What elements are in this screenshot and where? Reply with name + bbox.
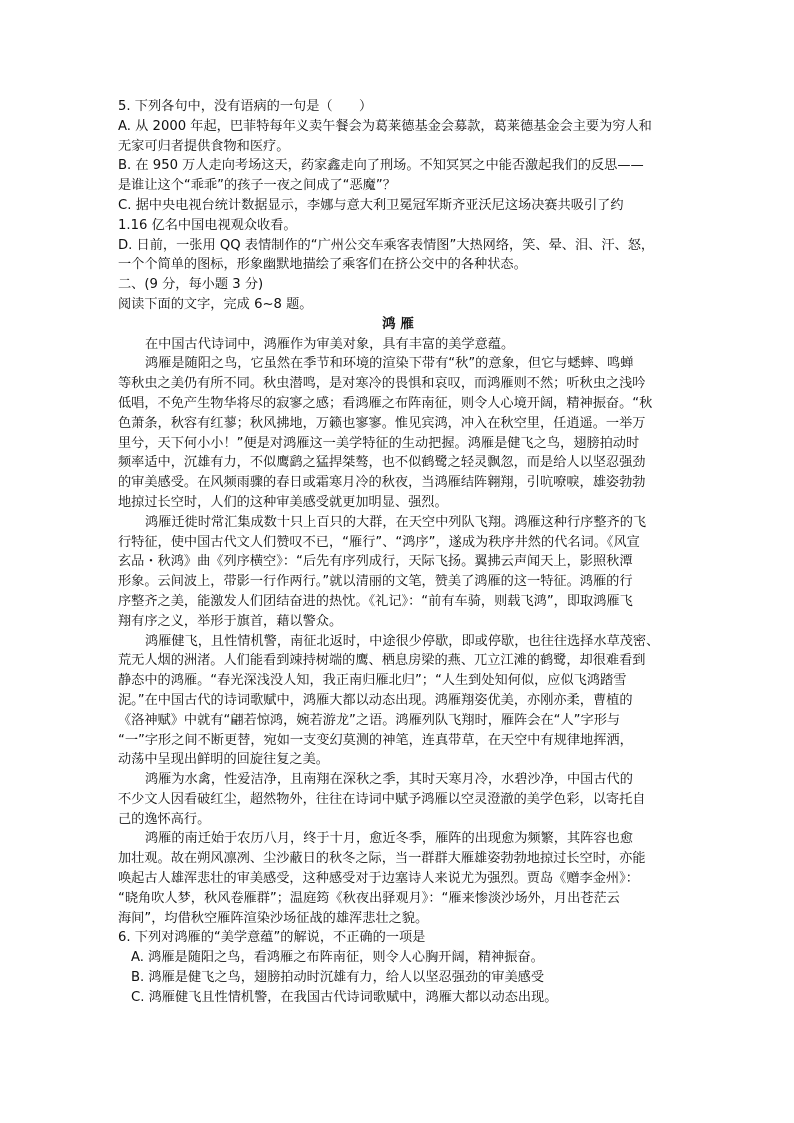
paragraph-3-line: 序整齐之美，能激发人们团结奋进的热忱。《礼记》：“前有车骑，则载飞鸿”，即取鸿雁飞 <box>118 593 633 609</box>
paragraph-3-line: 翔有序之义，举形于旗首，藉以警众。 <box>118 613 343 629</box>
q5-option-a-line1: A. 从 2000 年起，巴菲特每年义卖午餐会为葛莱德基金会募款，葛莱德基金会主要为穷人和 <box>118 118 652 134</box>
paragraph-5-line: 己的逸怀高行。 <box>118 811 211 827</box>
q6-option-c: C. 鸿雁健飞且性情机警，在我国古代诗词歌赋中，鸿雁大都以动态出现。 <box>131 989 558 1005</box>
paragraph-2-line: 地掠过长空时，人们的这种审美感受就更加明显、强烈。 <box>118 494 448 510</box>
paragraph-4-line: 《洛神赋》中就有“翩若惊鸿，婉若游龙”之语。鸿雁列队飞翔时，雁阵会在“人”字形与 <box>118 712 621 728</box>
section-heading: 二、(9 分，每小题 3 分) <box>118 277 264 293</box>
exam-page <box>118 97 678 1008</box>
q5-option-a-line2: 无家可归者提供食物和医疗。 <box>118 138 290 154</box>
paragraph-5-line: 不少文人因看破红尘，超然物外，往往在诗词中赋予鸿雁以空灵澄澈的美学色彩，以寄托自 <box>118 791 646 807</box>
paragraph-2-line: 等秋虫之美仍有所不同。秋虫潜鸣，是对寒冷的畏惧和哀叹，而鸿雁则不然；听秋虫之浅吟 <box>118 376 646 392</box>
paragraph-4-line: 静态中的鸿雁。“春光深浅没人知，我正南归雁北归”；“人生到处知何似，应似飞鸿踏雪 <box>118 673 627 689</box>
paragraph-2-line: 色萧条，秋容有红蓼；秋风拂地，万籁也寥寥。惟见宾鸿，冲入在秋空里，任逍遥。一举万 <box>118 415 646 431</box>
q5-option-d-line1: D. 日前，一张用 QQ 表情制作的“广州公交车乘客表情图”大热网络，笑、晕、泪、汗、怒， <box>118 237 655 253</box>
paragraph-2-line: 频率适中，沉雄有力，不似鹰鹞之猛捍桀骜，也不似鹤鹭之轻灵飘忽，而是给人以坚忍强劲 <box>118 455 646 471</box>
q5-option-b-line2: 是谁让这个“乖乖”的孩子一夜之间成了“恶魔”？ <box>118 178 396 194</box>
paragraph-2-line: 鸿雁是随阳之鸟，它虽然在季节和环境的渲染下带有“秋”的意象，但它与蟋蟀、鸣蝉 <box>145 356 634 372</box>
article-title: 鸿 雁 <box>382 315 414 332</box>
paragraph-2-line: 的审美感受。在风频雨骤的春日或霜寒月冷的秋夜，当鸿雁结阵翱翔，引吭嘹唳，雄姿勃勃 <box>118 475 646 491</box>
paragraph-5-line: 鸿雁为水禽，性爱洁净，且南翔在深秋之季，其时天寒月冷，水碧沙净，中国古代的 <box>145 772 633 788</box>
paragraph-6-line: 唤起古人雄浑悲壮的审美感受，这种感受对于边塞诗人来说尤为强烈。贾岛《赠李金州》： <box>118 871 639 887</box>
paragraph-6-line: 海间”，均借秋空雁阵渲染沙场征战的雄浑悲壮之貌。 <box>118 910 429 926</box>
paragraph-4-line: 动荡中呈现出鲜明的回旋往复之美。 <box>118 752 329 768</box>
paragraph-4-line: “一”字形之间不断更替，宛如一支变幻莫测的神笔，连真带草，在天空中有规律地挥洒， <box>118 732 633 748</box>
q6-option-a: A. 鸿雁是随阳之鸟，看鸿雁之布阵南征，则令人心胸开阔，精神振奋。 <box>131 950 544 966</box>
paragraph-6-line: “晓角吹人梦，秋风卷雁群”；温庭筠《秋夜出驿观月》：“雁来惨淡沙场外，月出苍茫云 <box>118 890 620 906</box>
paragraph-3-line: 行特征，使中国古代文人们赞叹不已，“雁行”、“鸿序”，遂成为秩序井然的代名词。《风宣 <box>118 534 640 550</box>
paragraph-6-line: 鸿雁的南迁始于农历八月，终于十月，愈近冬季，雁阵的出现愈为频繁，其阵容也愈 <box>145 831 633 847</box>
paragraph-4-line: 鸿雁健飞，且性情机警，南征北返时，中途很少停歇，即或停歇，也往往选择水草茂密、 <box>145 633 660 649</box>
section-instruction: 阅读下面的文字，完成 6~8 题。 <box>118 296 313 312</box>
q5-option-b-line1: B. 在 950 万人走向考场这天，药家鑫走向了刑场。不知冥冥之中能否激起我们的反思—— <box>118 158 644 174</box>
paragraph-4-line: 泥。”在中国古代的诗词歌赋中，鸿雁大都以动态出现。鸿雁翔姿优美，亦刚亦柔，曹植的 <box>118 692 633 708</box>
paragraph-3-line: 鸿雁迁徙时常汇集成数十只上百只的大群，在天空中列队飞翔。鸿雁这种行序整齐的飞 <box>145 514 647 530</box>
paragraph-4-line: 荒无人烟的洲渚。人们能看到竦持树端的鹰、栖息房梁的燕、兀立江滩的鹤鹭，却很难看到 <box>118 653 646 669</box>
paragraph-2-line: 低唱，不免产生物华将尽的寂寥之感；看鸿雁之布阵南征，则令人心境开阔，精神振奋。“秋 <box>118 395 653 411</box>
paragraph-1-line: 在中国古代诗词中，鸿雁作为审美对象，具有丰富的美学意蕴。 <box>145 336 515 352</box>
paragraph-3-line: 形象。云间波上，带影一行作两行。”就以清丽的文笔，赞美了鸿雁的这一特征。鸿雁的行 <box>118 574 633 590</box>
paragraph-2-line: 里兮，天下何小小！”便是对鸿雁这一美学特征的生动把握。鸿雁是健飞之鸟，翅膀拍动时 <box>118 435 640 451</box>
q5-option-c-line1: C. 据中央电视台统计数据显示，李娜与意大利卫冕冠军斯齐亚沃尼这场决赛共吸引了约 <box>118 197 624 213</box>
paragraph-6-line: 加壮观。故在朔风凛冽、尘沙蔽日的秋冬之际，当一群群大雁雄姿勃勃地掠过长空时，亦能 <box>118 851 646 867</box>
paragraph-3-line: 玄品・秋鸿》曲《列序横空》：“后先有序列成行，天际飞扬。翼拂云声闻天上，影照秋潭 <box>118 554 633 570</box>
q5-stem: 5. 下列各句中，没有语病的一句是（ ） <box>118 99 373 114</box>
q6-option-b: B. 鸿雁是健飞之鸟，翅膀拍动时沉雄有力，给人以坚忍强劲的审美感受 <box>131 970 545 986</box>
q5-option-c-line2: 1.16 亿名中国电视观众收看。 <box>118 217 297 233</box>
q5-option-d-line2: 一个个简单的图标，形象幽默地描绘了乘客们在挤公交中的各种状态。 <box>118 257 527 273</box>
q6-stem: 6. 下列对鸿雁的“美学意蕴”的解说，不正确的一项是 <box>118 930 426 946</box>
